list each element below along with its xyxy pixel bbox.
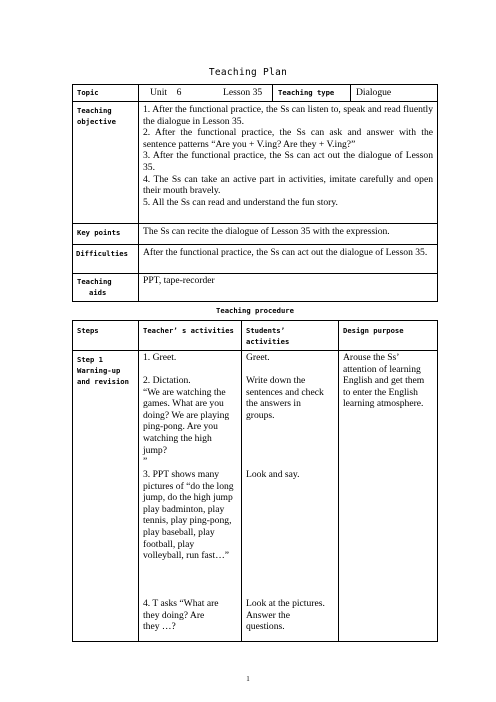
page-number: 1 (246, 675, 250, 683)
key-points-label: Key points (77, 228, 121, 237)
student-activity-3: Look and say. (246, 469, 300, 480)
objective-item: 1. After the functional practice, the Ss can listen to, speak and read fluently the dialogue in Lesson 35. (143, 104, 433, 127)
lesson-value: Lesson 35 (223, 87, 263, 98)
teacher-activity-2: 2. Dictation. “We are watching the games. What are you doing? We are playing ping-pong. Are you watching the high jump? ” (143, 375, 230, 468)
objective-item: 4. The Ss can take an active part in activities, imitate carefully and open their mouth bravely. (143, 173, 433, 197)
student-activity-2: Write down the sentences and check the answers in groups. (246, 375, 324, 421)
col-teacher: Teacher’ s activities (143, 326, 234, 335)
topic-label: Topic (77, 88, 99, 97)
col-students: Students’ activities (246, 326, 290, 346)
teaching-type-value: Dialogue (356, 87, 392, 98)
aids-label: Teaching aids (77, 277, 112, 297)
aids-text: PPT, tape-recorder (143, 275, 215, 286)
student-activity-4: Look at the pictures. Answer the questions. (246, 598, 325, 633)
teaching-plan-table (72, 84, 438, 642)
objective-item: 2. After the functional practice, the Ss can ask and answer with the sentence patterns “Are you + V.ing? Are they + V.ing?” (143, 127, 433, 150)
step1-label: Step 1 Warning-up and revision (77, 355, 129, 386)
teacher-activity-1: 1. Greet. (143, 352, 177, 363)
page-title: Teaching Plan (208, 67, 288, 78)
student-activity-1: Greet. (246, 352, 270, 363)
unit-value: Unit 6 (150, 87, 182, 98)
objective-item: 5. All the Ss can read and understand the fun story. (143, 196, 338, 208)
col-purpose: Design purpose (343, 326, 404, 335)
teacher-activity-3: 3. PPT shows many pictures of “do the long jump, do the high jump play badminton, play tennis, play ping-pong, play baseball, play football, play volleyball, run fast…” (143, 469, 234, 562)
key-points-text: The Ss can recite the dialogue of Lesson 35 with the expression. (143, 226, 390, 237)
teacher-activity-4: 4. T asks “What are they doing? Are they …? (143, 598, 219, 633)
design-purpose: Arouse the Ss’ attention of learning English and get them to enter the English learning atmosphere. (343, 352, 425, 410)
teaching-type-label: Teaching type (278, 88, 335, 97)
difficulties-text: After the functional practice, the Ss can act out the dialogue of Lesson 35. (143, 247, 428, 258)
objective-list (143, 104, 433, 208)
procedure-title: Teaching procedure (216, 306, 294, 315)
difficulties-label: Difficulties (76, 249, 128, 258)
objective-item: 3. After the functional practice, the Ss can act out the dialogue of Lesson 35. (143, 150, 433, 173)
objective-label: Teaching objective (77, 106, 116, 126)
col-steps: Steps (77, 326, 99, 335)
